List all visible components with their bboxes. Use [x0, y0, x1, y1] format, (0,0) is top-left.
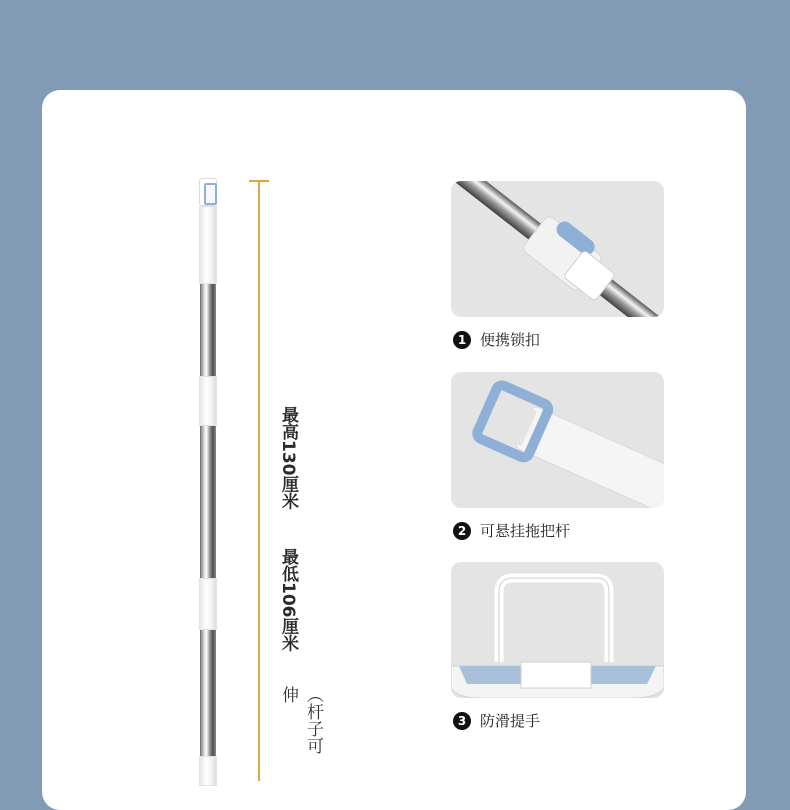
feature-number-1: 1	[453, 331, 471, 349]
feature-image-lock-clip	[451, 181, 664, 317]
max-height-label: 最高130厘米	[278, 406, 298, 510]
pole-hanging-cap	[199, 178, 217, 206]
feature-label-3: 防滑提手	[480, 712, 541, 730]
feature-label-2: 可悬挂拖把杆	[480, 522, 571, 540]
telescopic-note: （杆子可伸	[278, 686, 323, 754]
feature-image-handle	[451, 562, 664, 698]
feature-number-2: 2	[453, 522, 471, 540]
feature-caption-1	[453, 329, 540, 350]
mop-pole-image	[198, 178, 218, 778]
dimension-line	[258, 181, 260, 781]
min-height-label: 最低106厘米	[278, 548, 298, 652]
feature-caption-3	[453, 710, 540, 731]
feature-image-hanging-cap	[451, 372, 664, 508]
feature-label-1: 便携锁扣	[480, 331, 541, 349]
feature-number-3: 3	[453, 712, 471, 730]
feature-caption-2	[453, 520, 570, 541]
